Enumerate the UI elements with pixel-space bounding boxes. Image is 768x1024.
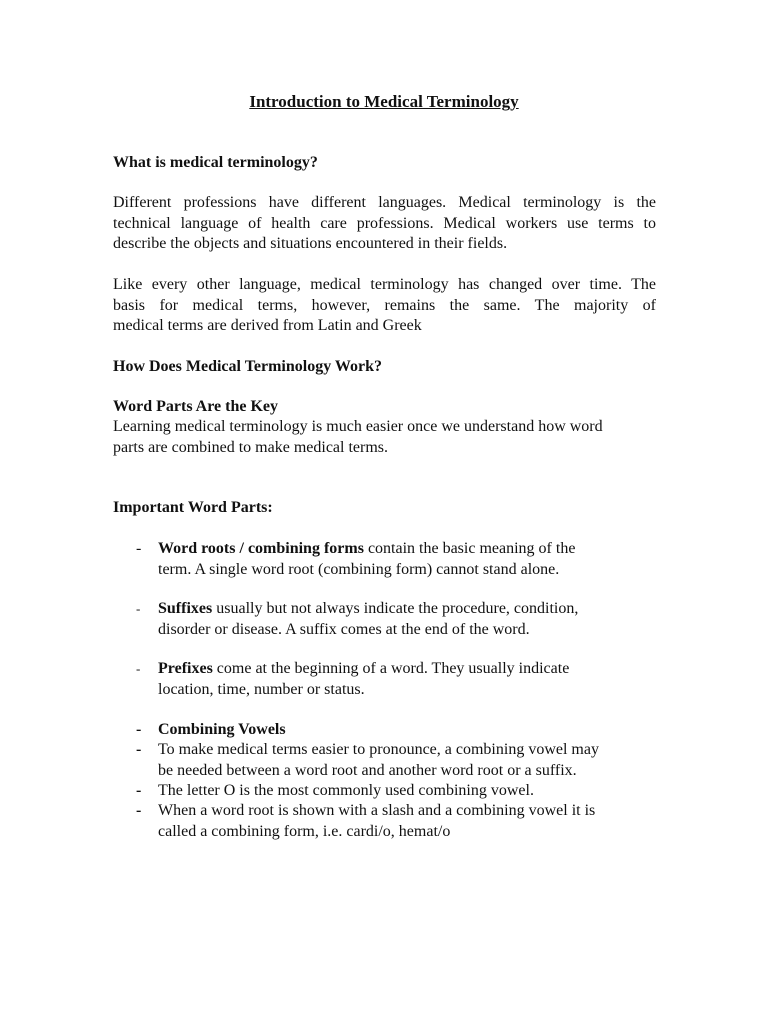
- bullet-line: term. A single word root (combining form) cannot stand alone.: [158, 560, 560, 578]
- section-heading-important-parts: Important Word Parts:: [113, 499, 273, 516]
- paragraph-language-change: [113, 275, 656, 337]
- bullet-dash: -: [136, 741, 142, 758]
- term-suffixes: Suffixes: [158, 600, 213, 617]
- bullet-text: usually but not always indicate the procedure, condition,: [212, 600, 579, 617]
- bullet-prefixes: [113, 659, 673, 700]
- paragraph-line: medical terms are derived from Latin and Greek: [113, 317, 422, 334]
- section-heading-word-parts-key: Word Parts Are the Key: [113, 398, 279, 415]
- bullet-line: To make medical terms easier to pronounce, a combining vowel may: [158, 741, 599, 758]
- paragraph-professions: [113, 193, 656, 255]
- paragraph-line: Like every other language, medical terminology has changed over time. The: [113, 276, 656, 293]
- bullet-line: When a word root is shown with a slash and a combining vowel it is: [158, 802, 596, 819]
- bullet-dash: -: [136, 782, 142, 799]
- bullet-text: come at the beginning of a word. They usually indicate: [212, 660, 570, 677]
- bullet-dash: -: [136, 540, 142, 557]
- paragraph-line: describe the objects and situations encountered in their fields.: [113, 235, 508, 252]
- document-title: Introduction to Medical Terminology: [249, 92, 519, 111]
- paragraph-line: basis for medical terms, however, remains the same. The majority of: [113, 296, 656, 314]
- bullet-vowel-letter-o: [113, 781, 673, 802]
- bullet-vowel-pronounce: [113, 740, 673, 781]
- section-heading-what-is: What is medical terminology?: [113, 154, 318, 171]
- bullet-word-roots: [113, 539, 673, 580]
- term-combining-forms: combining forms: [247, 540, 364, 557]
- bullet-line: [158, 659, 673, 680]
- bullet-dash: -: [136, 802, 142, 819]
- paragraph-learning: [113, 417, 656, 458]
- bullet-line: disorder or disease. A suffix comes at the end of the word.: [158, 620, 530, 638]
- bullet-line: [158, 599, 673, 620]
- bullet-dash: -: [136, 601, 141, 616]
- bullet-line: location, time, number or status.: [158, 680, 365, 698]
- term-separator: /: [235, 540, 248, 557]
- bullet-text: contain the basic meaning of the: [363, 540, 576, 557]
- section-heading-how-works: How Does Medical Terminology Work?: [113, 358, 383, 375]
- term-combining-vowels: Combining Vowels: [158, 721, 286, 738]
- bullet-combining-vowels-heading: [113, 720, 673, 741]
- paragraph-line: parts are combined to make medical terms.: [113, 438, 389, 456]
- paragraph-line: technical language of health care professions. Medical workers use terms to: [113, 214, 656, 232]
- bullet-line: called a combining form, i.e. cardi/o, hemat/o: [158, 822, 451, 840]
- bullet-line: be needed between a word root and another word root or a suffix.: [158, 761, 577, 779]
- term-word-roots: Word roots: [158, 540, 236, 557]
- bullet-suffixes: [113, 599, 673, 640]
- bullet-line: The letter O is the most commonly used combining vowel.: [158, 782, 534, 799]
- bullet-vowel-slash: [113, 801, 673, 842]
- term-prefixes: Prefixes: [158, 660, 213, 677]
- bullet-line: [158, 539, 673, 560]
- bullet-dash: -: [136, 661, 141, 676]
- bullet-dash: -: [136, 721, 142, 738]
- paragraph-line: Different professions have different languages. Medical terminology is the: [113, 194, 656, 211]
- paragraph-line: Learning medical terminology is much easier once we understand how word: [113, 418, 603, 435]
